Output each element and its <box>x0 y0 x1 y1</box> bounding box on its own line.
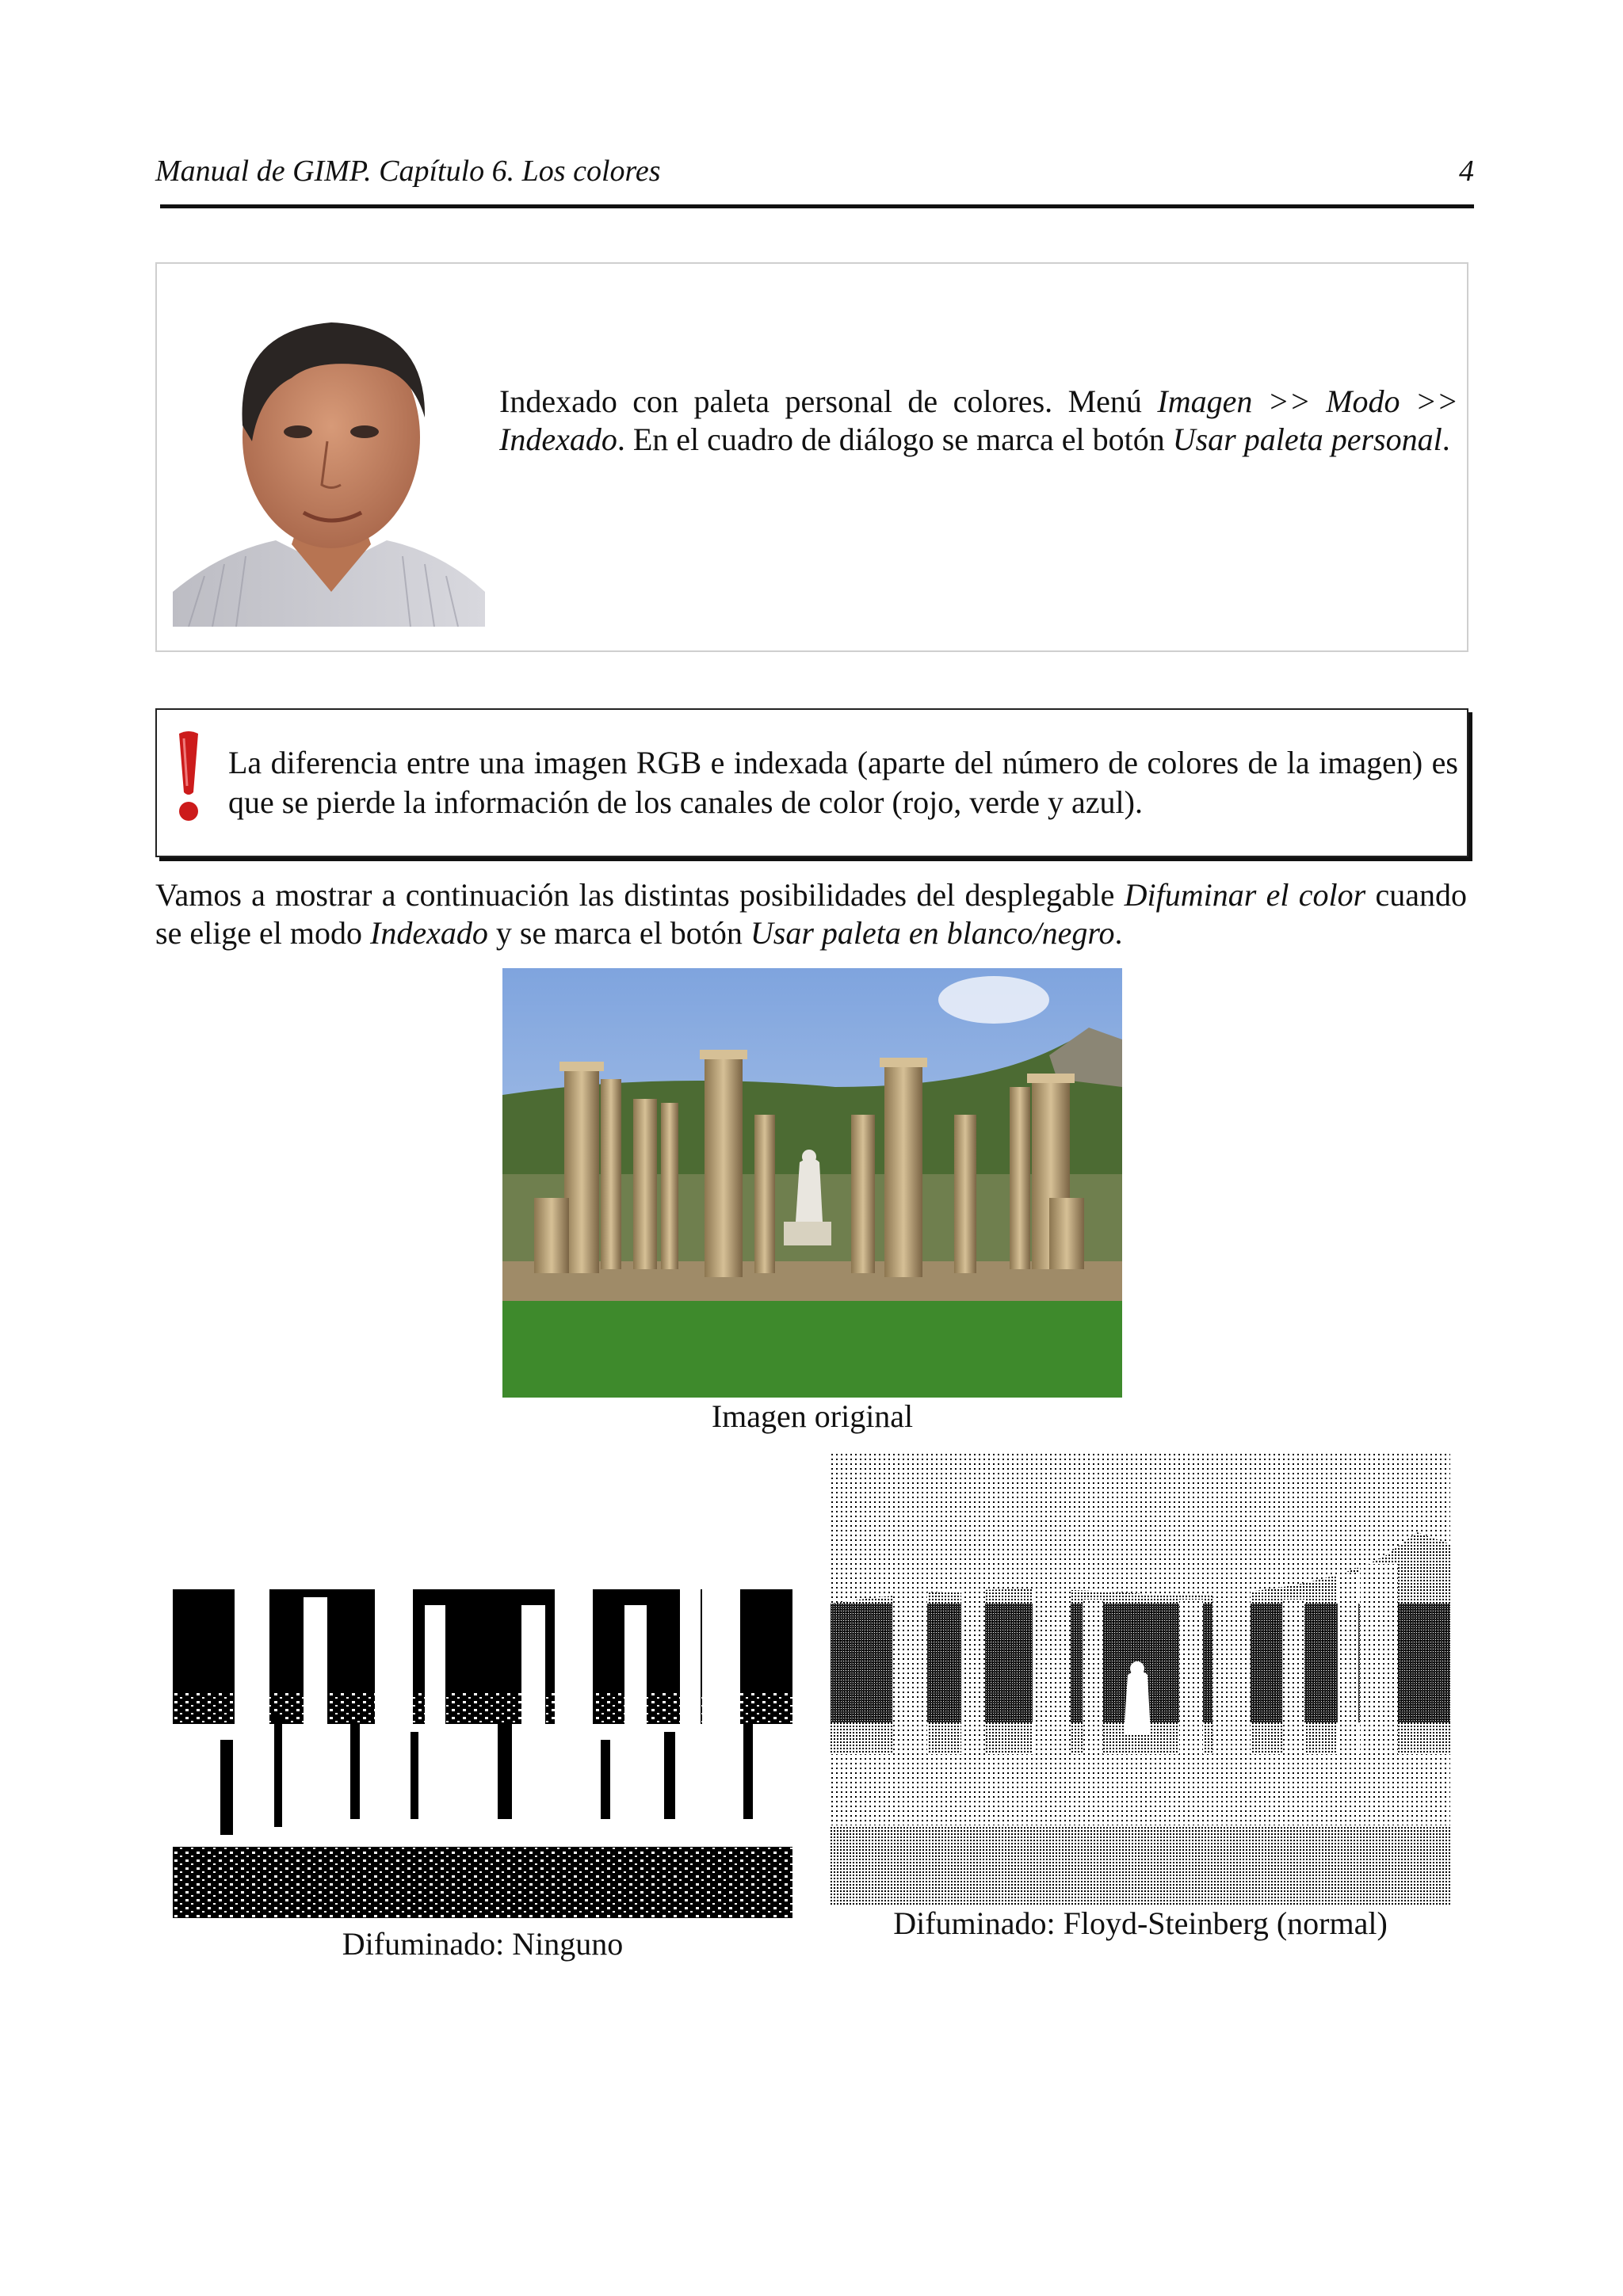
portrait-info-box <box>155 262 1468 652</box>
body-paragraph <box>155 876 1467 952</box>
text-segment: . <box>1442 421 1450 457</box>
page-number: 4 <box>1459 154 1474 188</box>
warning-note-box <box>155 708 1468 857</box>
portrait-photo <box>173 283 485 627</box>
exclamation-icon <box>173 730 204 824</box>
caption-original: Imagen original <box>711 1398 914 1434</box>
text-segment: cuando se elige el modo <box>155 877 1467 951</box>
running-header-title: Manual de GIMP. Capítulo 6. Los colores <box>155 154 661 188</box>
caption-dither-floyd-steinberg: Difuminado: Floyd-Steinberg (normal) <box>893 1905 1388 1941</box>
caption-dither-none: Difuminado: Ninguno <box>342 1926 624 1962</box>
dither-none-image <box>173 1534 792 1927</box>
dither-floyd-steinberg-image <box>831 1453 1450 1905</box>
text-segment: Vamos a mostrar a continuación las distintas posibilidades del desplegable <box>155 877 1125 913</box>
text-segment: y se marca el botón <box>487 915 750 951</box>
indexed-palette-description <box>499 383 1458 459</box>
menu-path: Imagen >> Modo >> Indexado <box>499 383 1458 457</box>
dropdown-name: Difuminar el color <box>1124 877 1366 913</box>
text-segment: . <box>1114 915 1123 951</box>
text-segment: Indexado con paleta personal de colores. Menú <box>499 383 1158 419</box>
header-rule <box>160 204 1474 208</box>
mode-name: Indexado <box>370 915 488 951</box>
button-name: Usar paleta en blanco/negro <box>750 915 1115 951</box>
warning-text: La diferencia entre una imagen RGB e indexada (aparte del número de colores de la imagen) es que se pierde la información de los canales de color (rojo, verde y azul). <box>228 745 1458 820</box>
text-segment: . En el cuadro de diálogo se marca el botón <box>617 421 1173 457</box>
button-name: Usar paleta personal <box>1172 421 1442 457</box>
original-ruins-image <box>502 968 1122 1398</box>
